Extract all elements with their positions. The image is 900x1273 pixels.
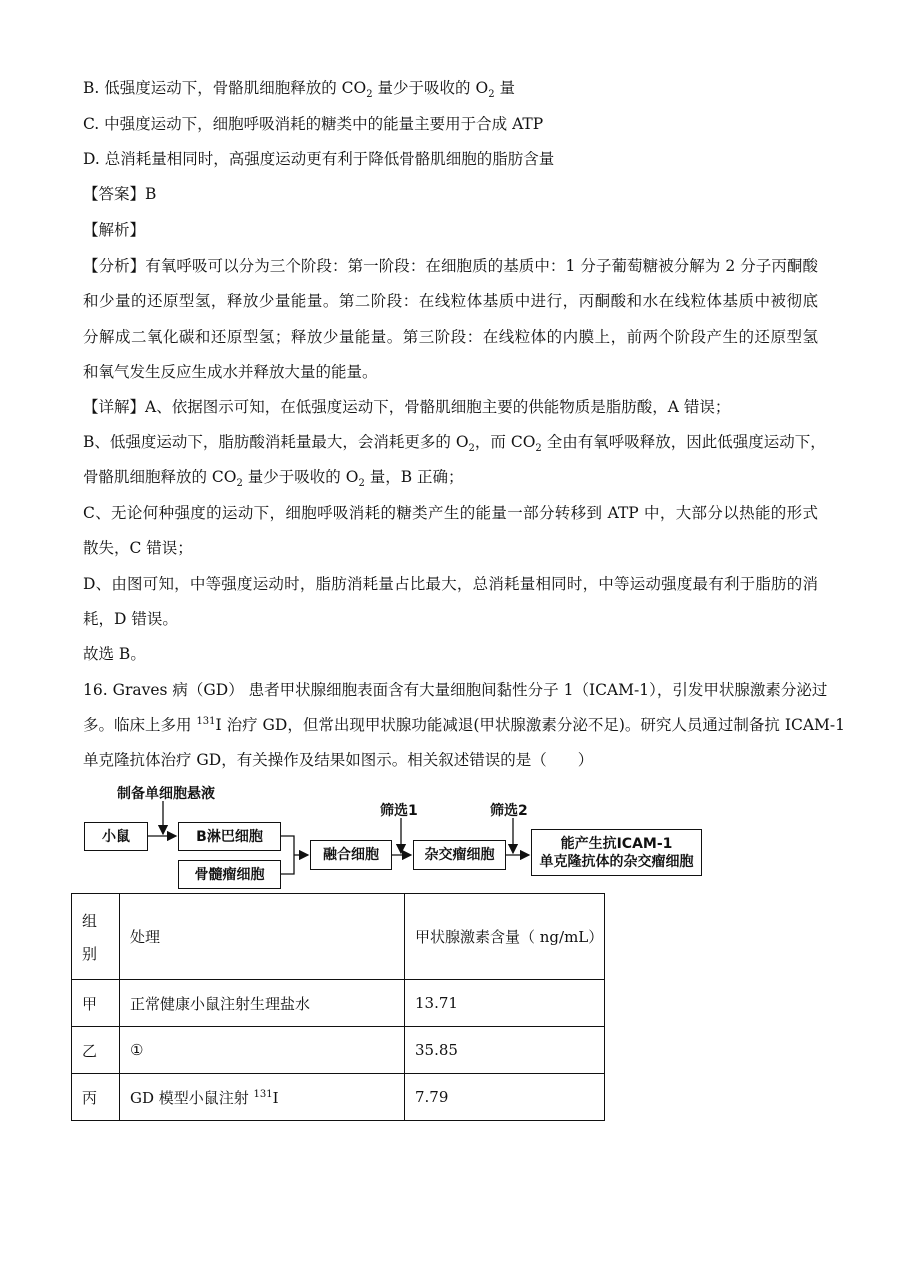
hybridoma-box: 杂交瘤细胞 <box>413 840 506 870</box>
table-row <box>72 1027 605 1074</box>
detail-b-line-2: 骨骼肌细胞释放的 $CO_2$ 量少于吸收的 $O_2$ 量，B 正确； <box>83 468 464 490</box>
detail-b-line-1: B、低强度运动下，脂肪酸消耗量最大，会消耗更多的 $O_2$，而 $CO_2$ 全由有氧呼吸释放，因此低强度运动下， <box>83 433 826 455</box>
row-value: 13.71 <box>405 980 605 1027</box>
prep-label: 制备单细胞悬液 <box>117 786 215 802</box>
b-cell-box: B淋巴细胞 <box>178 822 281 851</box>
detail-d-line-1: D、由图可知，中等强度运动时，脂肪消耗量占比最大，总消耗量相同时，中等运动强度最有利于脂肪的消 <box>83 575 818 593</box>
option-c: C. 中强度运动下，细胞呼吸消耗的糖类中的能量主要用于合成 ATP <box>83 115 544 133</box>
q16-line-1: 16. Graves 病（GD） 患者甲状腺细胞表面含有大量细胞间黏性分子 1（ICAM-1），引发甲状腺激素分泌过 <box>83 681 828 699</box>
row-treatment: GD 模型小鼠注射 $^{131}$I <box>120 1074 405 1121</box>
merge-bracket <box>281 836 294 874</box>
row-treatment: 正常健康小鼠注射生理盐水 <box>120 980 405 1027</box>
row-group: 丙 <box>72 1074 120 1121</box>
row-group: 甲 <box>72 980 120 1027</box>
table-row <box>72 1074 605 1121</box>
analysis-line-2: 和少量的还原型氢，释放少量能量。第二阶段：在线粒体基质中进行，丙酮酸和水在线粒体基质中被彻底 <box>83 292 818 310</box>
screen2-label: 筛选2 <box>490 803 528 819</box>
detail-a: 【详解】A、依据图示可知，在低强度运动下，骨骼肌细胞主要的供能物质是脂肪酸，A 错误； <box>83 398 731 416</box>
screen1-label: 筛选1 <box>380 803 418 819</box>
results-table <box>71 893 605 1121</box>
header-group: 组 别 <box>72 894 120 980</box>
table-header-row <box>72 894 605 980</box>
analysis-line-1: 【分析】有氧呼吸可以分为三个阶段：第一阶段：在细胞质的基质中：1 分子葡萄糖被分解为 2 分子丙酮酸 <box>83 257 818 275</box>
detail-c-line-1: C、无论何种强度的运动下，细胞呼吸消耗的糖类产生的能量一部分转移到 ATP 中，大部分以热能的形式 <box>83 504 818 522</box>
final-box-line-1: 能产生抗ICAM-1 <box>560 835 673 852</box>
choose-answer: 故选 B。 <box>83 645 146 663</box>
detail-c-line-2: 散失，C 错误； <box>83 539 193 557</box>
header-content: 甲状腺激素含量（ ng/mL） <box>405 894 605 980</box>
fused-cell-box: 融合细胞 <box>310 840 392 870</box>
mouse-box: 小鼠 <box>84 822 148 851</box>
option-d: D. 总消耗量相同时，高强度运动更有利于降低骨骼肌细胞的脂肪含量 <box>83 150 555 168</box>
row-value: 7.79 <box>405 1074 605 1121</box>
myeloma-box: 骨髓瘤细胞 <box>178 860 281 889</box>
row-treatment: ① <box>120 1027 405 1074</box>
table-row <box>72 980 605 1027</box>
analysis-line-4: 和氧气发生反应生成水并释放大量的能量。 <box>83 363 378 381</box>
final-box-line-2: 单克隆抗体的杂交瘤细胞 <box>539 853 694 870</box>
analysis-line-3: 分解成二氧化碳和还原型氢；释放少量能量。第三阶段：在线粒体的内膜上，前两个阶段产生的还原型氢 <box>83 328 818 346</box>
option-b: B. 低强度运动下，骨骼肌细胞释放的 $CO_2$ 量少于吸收的 $O_2$ 量 <box>83 79 515 101</box>
detail-d-line-2: 耗，D 错误。 <box>83 610 178 628</box>
analysis-heading: 【解析】 <box>83 221 146 239</box>
answer: 【答案】B <box>83 185 157 203</box>
header-treatment: 处理 <box>120 894 405 980</box>
q16-line-2: 多。临床上多用 $^{131}$I 治疗 GD，但常出现甲状腺功能减退(甲状腺激素分泌不足)。研究人员通过制备抗 ICAM-1 <box>83 715 845 734</box>
row-group: 乙 <box>72 1027 120 1074</box>
row-value: 35.85 <box>405 1027 605 1074</box>
q16-line-3: 单克隆抗体治疗 GD，有关操作及结果如图示。相关叙述错误的是（ ） <box>83 751 594 769</box>
